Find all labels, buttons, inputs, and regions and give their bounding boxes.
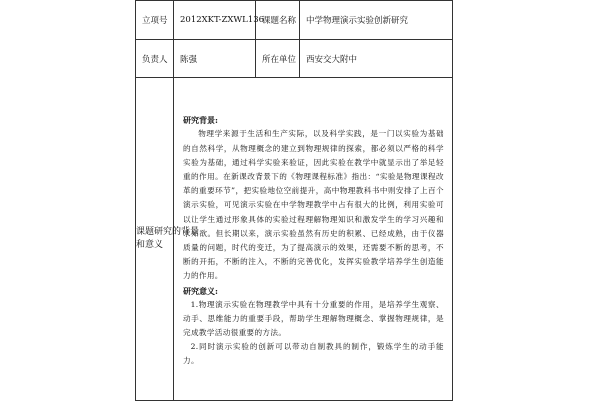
project-title-value: 中学物理演示实验创新研究	[306, 16, 409, 26]
leader-label: 负责人	[142, 54, 168, 65]
significance-item-2: 2.同时演示实验的创新可以带动自制教具的制作，锻炼学生的动手能力。	[183, 342, 444, 366]
project-number-value: 2012XKT-ZXWL136	[180, 15, 265, 25]
leader-value-cell	[174, 40, 256, 78]
leader-label-cell	[136, 40, 174, 78]
leader-info-row	[136, 40, 453, 78]
leader-value: 陈强	[180, 54, 198, 65]
section-label-cell	[136, 78, 200, 401]
unit-value: 西安交大附中	[306, 54, 358, 65]
project-title-value-cell	[300, 1, 453, 40]
unit-value-cell	[300, 40, 453, 78]
project-number-value-cell	[174, 1, 265, 40]
significance-heading: 研究意义:	[183, 285, 218, 296]
section-label: 课题研究的背景和意义	[136, 227, 200, 250]
section-content	[174, 109, 452, 368]
significance-item-1: 1.物理演示实验在物理教学中具有十分重要的作用，是培养学生观察、动手、思维能力的重要手段，帮助学生理解物理概念、掌握物理规律，是完成教学活动很重要的方法。	[183, 299, 444, 338]
background-section-row	[136, 78, 453, 401]
unit-label: 所在单位	[262, 54, 297, 65]
section-content-cell	[174, 78, 453, 401]
project-title-label: 课题名称	[262, 16, 297, 26]
project-info-row	[136, 1, 453, 40]
project-number-label-cell	[136, 1, 174, 40]
project-title-label-cell	[256, 1, 300, 40]
project-number-label: 立项号	[142, 16, 168, 26]
background-heading: 研究背景:	[183, 115, 218, 126]
unit-label-cell	[256, 40, 300, 78]
background-paragraph: 物理学来源于生活和生产实际，以及科学实践，是一门以实验为基础的自然科学，从物理概念的建立到物理规律的探索，都必须以严格的科学实验为基础，通过科学实验来验证，因此实验在教学中就显示出了举足轻重的作用。在新课改背景下的《物理课程标准》指出：“实验是物理课程改革的重要环节”，把实验地位空前提升，高中物理教科书中则安排了上百个演示实验，可见演示实验在中学物理教学中占有很大的比例，利用实验可以让学生通过形象具体的实验过程理解物理知识和激发学生的学习兴趣和求知欲。但长期以来，演示实验虽然有历史的积累、已经成熟，由于仪器质量的问题，时代的变迁，为了提高演示的效果，还需要不断的思考，不断的开拓，不断的注入，不断的完善优化，发挥实验教学培养学生创造能力的作用。	[183, 129, 444, 281]
project-form-table	[135, 0, 453, 401]
